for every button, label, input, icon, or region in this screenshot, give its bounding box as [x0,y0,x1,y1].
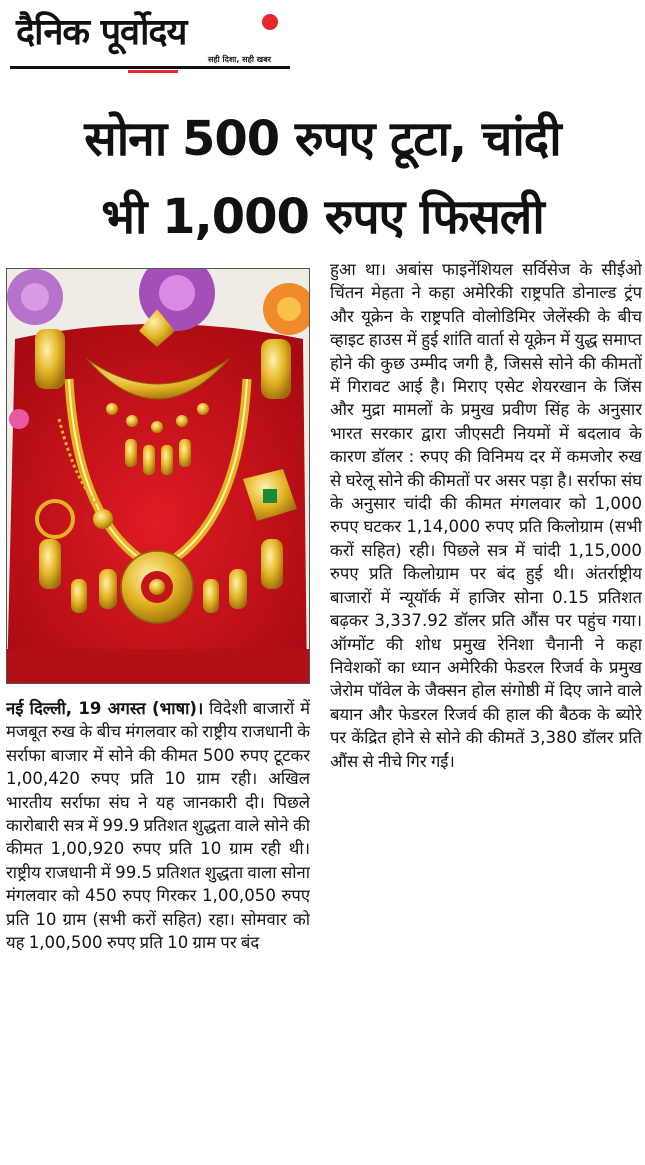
headline [0,100,645,256]
article-text-right: हुआ था। अबांस फाइनेंशियल सर्विसेज के सीईओ चिंतन मेहता ने कहा अमेरिकी राष्ट्रपति डोनाल्ड ट्रंप और यूक्रेन के राष्ट्रपति वोलोडिमिर जेलेंस्की के बीच व्हाइट हाउस में हुई शांति वार्ता से यूक्रेन में युद्ध समाप्त होने की कुछ उम्मीद जगी है, जिससे सोने की कीमतों में गिरावट आई है। मिराए एसेट शेयरखान के जिंस और मुद्रा मामलों के प्रमुख प्रवीण सिंह के अनुसार भारत सरकार द्वारा जीएसटी नियमों में बदलाव के कारण डॉलर : रुपए की विनिमय दर में कमजोर रुख से घरेलू सोने की कीमतों पर असर पड़ा है। सर्राफा संघ के अनुसार चांदी की कीमत मंगलवार को 1,000 रुपए घटकर 1,14,000 रुपए प्रति किलोग्राम (सभी करों सहित) रही। पिछले सत्र में चांदी 1,15,000 रुपए प्रति किलोग्राम पर बंद हुई थी। अंतर्राष्ट्रीय बाजारों में न्यूयॉर्क में हाजिर सोना 0.15 प्रतिशत बढ़कर 3,337.92 डॉलर प्रति औंस पर पहुंच गया। ऑग्मोंट की शोध प्रमुख रेनिशा चैनानी ने कहा निवेशकों का ध्यान अमेरिकी फेडरल रिजर्व के प्रमुख जेरोम पॉवेल के जैक्सन होल संगोष्ठी में दिए जाने वाले बयान और फेडरल रिजर्व की हाल की बैठक के ब्योरे पर केंद्रित होने से सोने की कीमतें 3,380 डॉलर प्रति औंस से नीचे गिर गईं। [330,260,642,771]
article-column-right [330,258,642,1163]
logo-dot-icon [262,14,278,30]
article-column-left [6,697,310,1165]
headline-line-1: सोना 500 रुपए टूटा, चांदी [84,111,561,167]
article-text-left: विदेशी बाजारों में मजबूत रुख के बीच मंगलवार को राष्ट्रीय राजधानी के सर्राफा बाजार में सोने की कीमत 500 रुपए टूटकर 1,00,420 रुपए प्रति 10 ग्राम रही। अखिल भारतीय सर्राफा संघ ने यह जानकारी दी। पिछले कारोबारी सत्र में 99.9 प्रतिशत शुद्धता वाले सोने की कीमत 1,00,920 रुपए प्रति 10 ग्राम रही थी। राष्ट्रीय राजधानी में 99.5 प्रतिशत शुद्धता वाला सोना मंगलवार को 450 रुपए गिरकर 1,00,050 रुपए प्रति 10 ग्राम (सभी करों सहित) रहा। सोमवार को यह 1,00,500 रुपए प्रति 10 ग्राम पर बंद [6,699,310,953]
jewellery-photo [6,268,310,684]
masthead-logo: दैनिक पूर्वोदय [16,11,187,53]
masthead-rule [10,66,290,69]
masthead-accent-bar [128,70,178,73]
masthead-tagline: सही दिशा, सही खबर [208,55,272,64]
masthead [10,4,290,74]
jewellery-illustration [7,269,309,683]
headline-line-2: भी 1,000 रुपए फिसली [101,189,544,245]
article-dateline: नई दिल्ली, 19 अगस्त (भाषा)। [6,699,204,718]
